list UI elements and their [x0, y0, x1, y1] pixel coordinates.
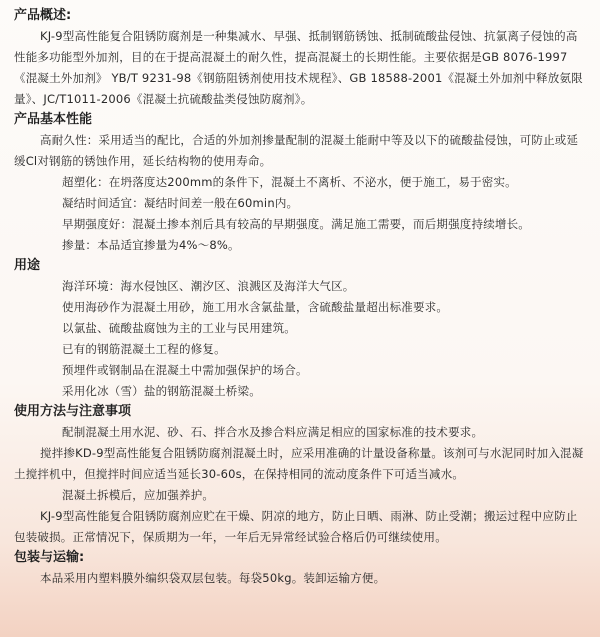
usage-item-sea-sand: 使用海砂作为混凝土用砂，施工用水含氯盐量，含硫酸盐量超出标准要求。 — [62, 300, 449, 314]
performance-item-dosage: 掺量：本品适宜掺量为4%～8%。 — [62, 238, 240, 252]
usage-heading: 用途 — [14, 258, 41, 273]
performance-heading: 产品基本性能 — [14, 112, 93, 127]
method-item-materials: 配制混凝土用水泥、砂、石、拌合水及掺合料应满足相应的国家标准的技术要求。 — [62, 425, 484, 439]
usage-item-bridges: 采用化冰（雪）盐的钢筋混凝土桥梁。 — [62, 384, 261, 398]
performance-item-plasticizing: 超塑化：在坍落度达200mm的条件下，混凝土不离析、不泌水，便于施工，易于密实。 — [62, 175, 517, 189]
performance-item-durability: 高耐久性：采用适当的配比，合适的外加剂掺量配制的混凝土能耐中等及以下的硫酸盐侵蚀，可防止或延缓Cl对钢筋的锈蚀作用，延长结构物的使用寿命。 — [14, 133, 579, 168]
overview-heading: 产品概述: — [14, 8, 72, 23]
overview-paragraph: KJ-9型高性能复合阻锈防腐剂是一种集减水、早强、抵制钢筋锈蚀、抵制硫酸盐侵蚀、抗氯离子侵蚀的高性能多功能型外加剂，目的在于提高混凝土的耐久性，提高混凝土的长期性能。主要依据是GB 8076-1997《混凝土外加剂》 YB/T 9231-98《钢筋阻锈剂使用技术规程》、GB 18588-2001《混凝土外加剂中释放氨限量》、JC/T1011-2006《混凝土抗硫酸盐类侵蚀防腐剂》。 — [14, 29, 583, 106]
method-item-storage: KJ-9型高性能复合阻锈防腐剂应贮在干燥、阴凉的地方，防止日晒、雨淋、防止受潮；搬运过程中应防止包装破损。正常情况下，保质期为一年，一年后无异常经试验合格后仍可继续使用。 — [14, 509, 578, 544]
usage-item-embedded: 预埋件或钢制品在混凝土中需加强保护的场合。 — [62, 363, 308, 377]
packaging-paragraph: 本品采用内塑料膜外编织袋双层包装。每袋50kg。装卸运输方便。 — [40, 571, 386, 585]
method-heading: 使用方法与注意事项 — [14, 404, 132, 419]
usage-item-repair: 已有的钢筋混凝土工程的修复。 — [62, 342, 226, 356]
usage-item-marine: 海洋环境：海水侵蚀区、潮汐区、浪溅区及海洋大气区。 — [62, 279, 355, 293]
performance-item-setting-time: 凝结时间适宜：凝结时间差一般在60min内。 — [62, 196, 299, 210]
method-item-mixing: 搅拌掺KD-9型高性能复合阻锈防腐剂混凝土时，应采用准确的计量设备称量。该剂可与水泥同时加入混凝土搅拌机中，但搅拌时间应适当延长30-60s，在保持相同的流动度条件下可适当减水。 — [14, 446, 584, 481]
performance-item-early-strength: 早期强度好：混凝土掺本剂后具有较高的早期强度。满足施工需要，而后期强度持续增长。 — [62, 217, 530, 231]
packaging-heading: 包装与运输: — [14, 550, 85, 565]
method-item-curing: 混凝土拆模后，应加强养护。 — [62, 488, 215, 502]
usage-item-buildings: 以氯盐、硫酸盐腐蚀为主的工业与民用建筑。 — [62, 321, 296, 335]
